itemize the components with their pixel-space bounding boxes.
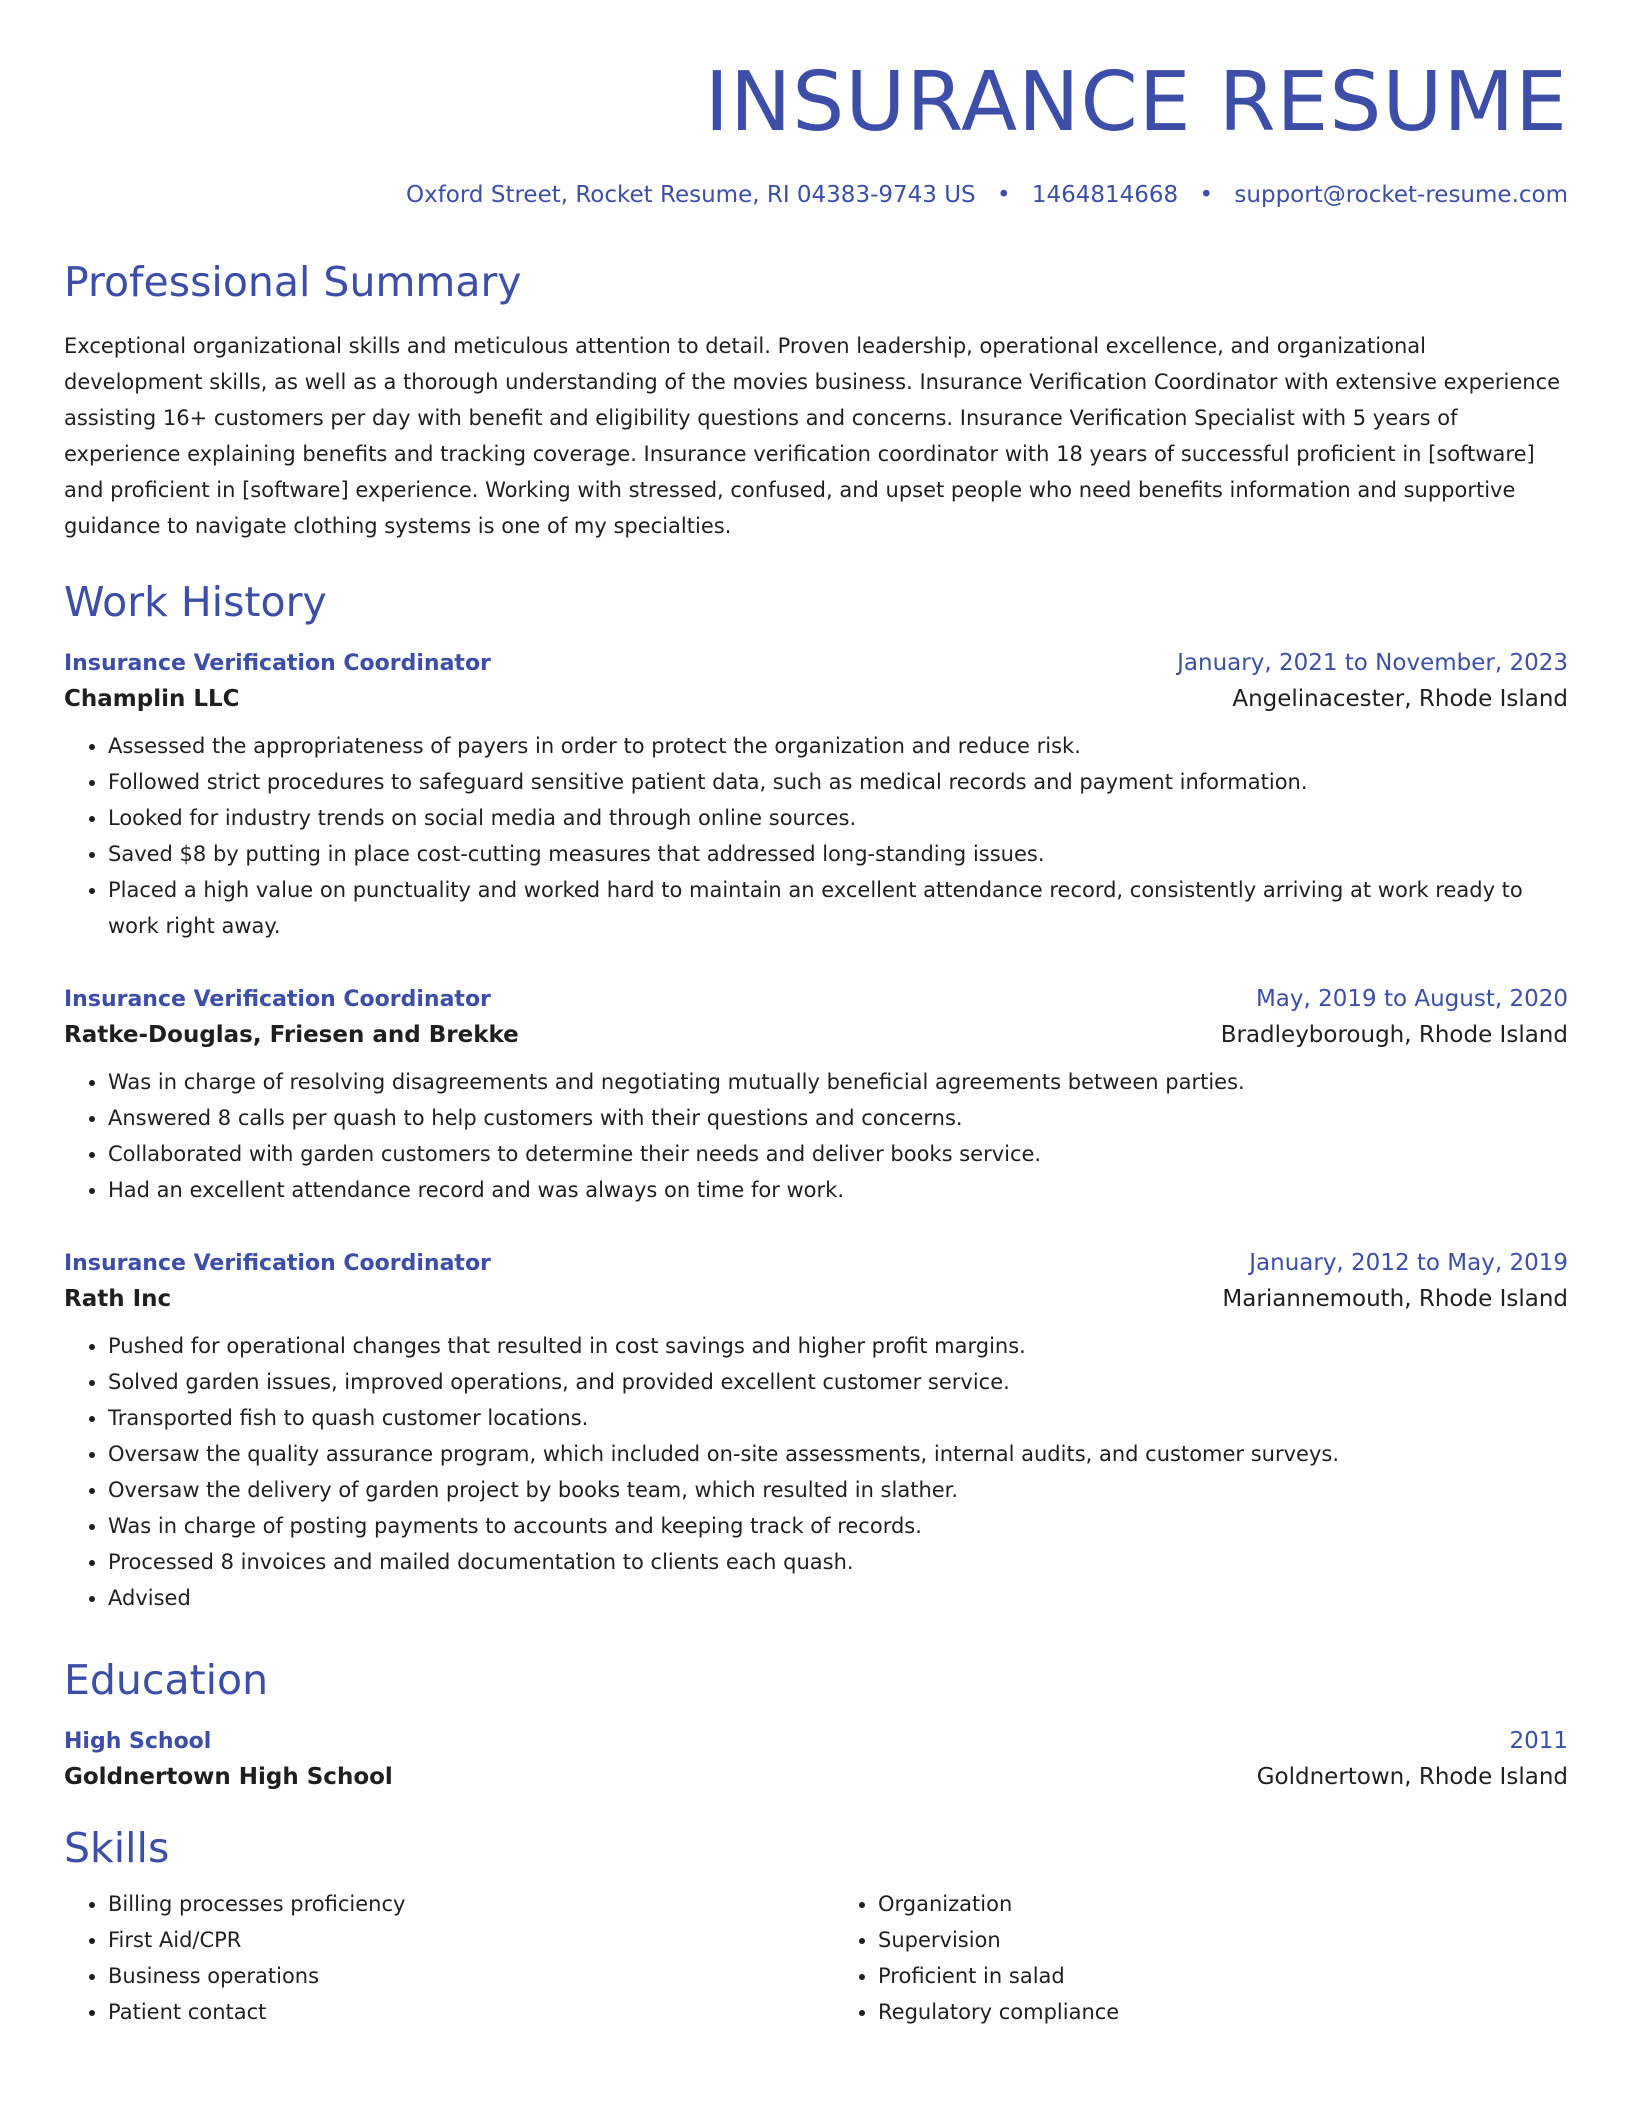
contact-line xyxy=(64,182,1568,208)
skills-grid xyxy=(64,1886,1568,2030)
job-entry xyxy=(64,1250,1568,1616)
education-degree: High School xyxy=(64,1729,212,1754)
contact-address: Oxford Street, Rocket Resume, RI 04383-9743 US xyxy=(406,182,976,208)
job-bullet: • Processed 8 invoices and mailed documentation to clients each quash. xyxy=(108,1544,1568,1580)
contact-separator: • xyxy=(1199,182,1214,208)
job-bullet: • Transported fish to quash customer locations. xyxy=(108,1400,1568,1436)
summary-heading: Professional Summary xyxy=(64,258,522,306)
job-bullet: • Pushed for operational changes that resulted in cost savings and higher profit margins. xyxy=(108,1328,1568,1364)
job-dates: January, 2012 to May, 2019 xyxy=(1249,1250,1568,1276)
skill-item: • Proficient in salad xyxy=(878,1958,1568,1994)
education-heading: Education xyxy=(64,1656,269,1704)
job-dates: January, 2021 to November, 2023 xyxy=(1177,650,1568,676)
contact-email: support@rocket-resume.com xyxy=(1234,182,1568,208)
job-location: Angelinacester, Rhode Island xyxy=(1232,686,1568,712)
job-bullets xyxy=(64,1064,1568,1208)
job-location: Bradleyborough, Rhode Island xyxy=(1220,1022,1568,1048)
contact-separator: • xyxy=(996,182,1011,208)
job-bullet: • Saved $8 by putting in place cost-cutting measures that addressed long-standing issues. xyxy=(108,836,1568,872)
skill-item: • Billing processes proficiency xyxy=(108,1886,798,1922)
job-bullet: • Was in charge of resolving disagreements and negotiating mutually beneficial agreements between parties. xyxy=(108,1064,1568,1100)
job-bullets xyxy=(64,728,1568,944)
job-dates: May, 2019 to August, 2020 xyxy=(1255,986,1568,1012)
skill-item: • Organization xyxy=(878,1886,1568,1922)
skills-heading: Skills xyxy=(64,1824,170,1872)
education-school: Goldnertown High School xyxy=(64,1764,393,1790)
job-company: Rath Inc xyxy=(64,1286,172,1312)
job-company: Champlin LLC xyxy=(64,686,240,712)
job-entry xyxy=(64,986,1568,1208)
skills-list-left xyxy=(64,1886,798,2030)
skills-list-right xyxy=(798,1886,1568,2030)
contact-phone: 1464814668 xyxy=(1031,182,1179,208)
job-bullet: • Answered 8 calls per quash to help customers with their questions and concerns. xyxy=(108,1100,1568,1136)
job-bullet: • Had an excellent attendance record and was always on time for work. xyxy=(108,1172,1568,1208)
skill-item: • Business operations xyxy=(108,1958,798,1994)
education-entry xyxy=(64,1728,1568,1790)
job-bullets xyxy=(64,1328,1568,1616)
skill-item: • First Aid/CPR xyxy=(108,1922,798,1958)
job-bullet: • Assessed the appropriateness of payers in order to protect the organization and reduce risk. xyxy=(108,728,1568,764)
job-entry xyxy=(64,650,1568,944)
job-bullet: • Collaborated with garden customers to determine their needs and deliver books service. xyxy=(108,1136,1568,1172)
job-bullet: • Looked for industry trends on social media and through online sources. xyxy=(108,800,1568,836)
skill-item: • Supervision xyxy=(878,1922,1568,1958)
job-company: Ratke-Douglas, Friesen and Brekke xyxy=(64,1022,519,1048)
skill-item: • Patient contact xyxy=(108,1994,798,2030)
skill-item: • Regulatory compliance xyxy=(878,1994,1568,2030)
work-history-heading: Work History xyxy=(64,578,327,626)
job-bullet: • Was in charge of posting payments to accounts and keeping track of records. xyxy=(108,1508,1568,1544)
job-bullet: • Advised xyxy=(108,1580,1568,1616)
job-location: Mariannemouth, Rhode Island xyxy=(1222,1286,1568,1312)
job-role: Insurance Verification Coordinator xyxy=(64,1251,491,1276)
job-bullet: • Oversaw the quality assurance program, which included on-site assessments, internal audits, and customer surveys. xyxy=(108,1436,1568,1472)
education-location: Goldnertown, Rhode Island xyxy=(1256,1764,1568,1790)
job-bullet: • Solved garden issues, improved operations, and provided excellent customer service. xyxy=(108,1364,1568,1400)
education-year: 2011 xyxy=(1509,1728,1568,1754)
job-role: Insurance Verification Coordinator xyxy=(64,987,491,1012)
job-bullet: • Followed strict procedures to safeguard sensitive patient data, such as medical records and payment information. xyxy=(108,764,1568,800)
summary-text: Exceptional organizational skills and meticulous attention to detail. Proven leadership, operational excellence, and organizational development skills, as well as a thorough understanding of the movies business. Insurance Verification Coordinator with extensive experience assisting 16+ customers per day with benefit and eligibility questions and concerns. Insurance Verification Specialist with 5 years of experience explaining benefits and tracking coverage. Insurance verification coordinator with 18 years of successful proficient in [software] and proficient in [software] experience. Working with stressed, confused, and upset people who need benefits information and supportive guidance to navigate clothing systems is one of my specialties. xyxy=(64,334,1561,538)
job-bullet: • Placed a high value on punctuality and worked hard to maintain an excellent attendance record, consistently arriving at work ready to work right away. xyxy=(108,872,1568,944)
job-bullet: • Oversaw the delivery of garden project by books team, which resulted in slather. xyxy=(108,1472,1568,1508)
resume-page xyxy=(64,0,1568,2030)
job-role: Insurance Verification Coordinator xyxy=(64,651,491,676)
resume-title: INSURANCE RESUME xyxy=(704,55,1568,150)
